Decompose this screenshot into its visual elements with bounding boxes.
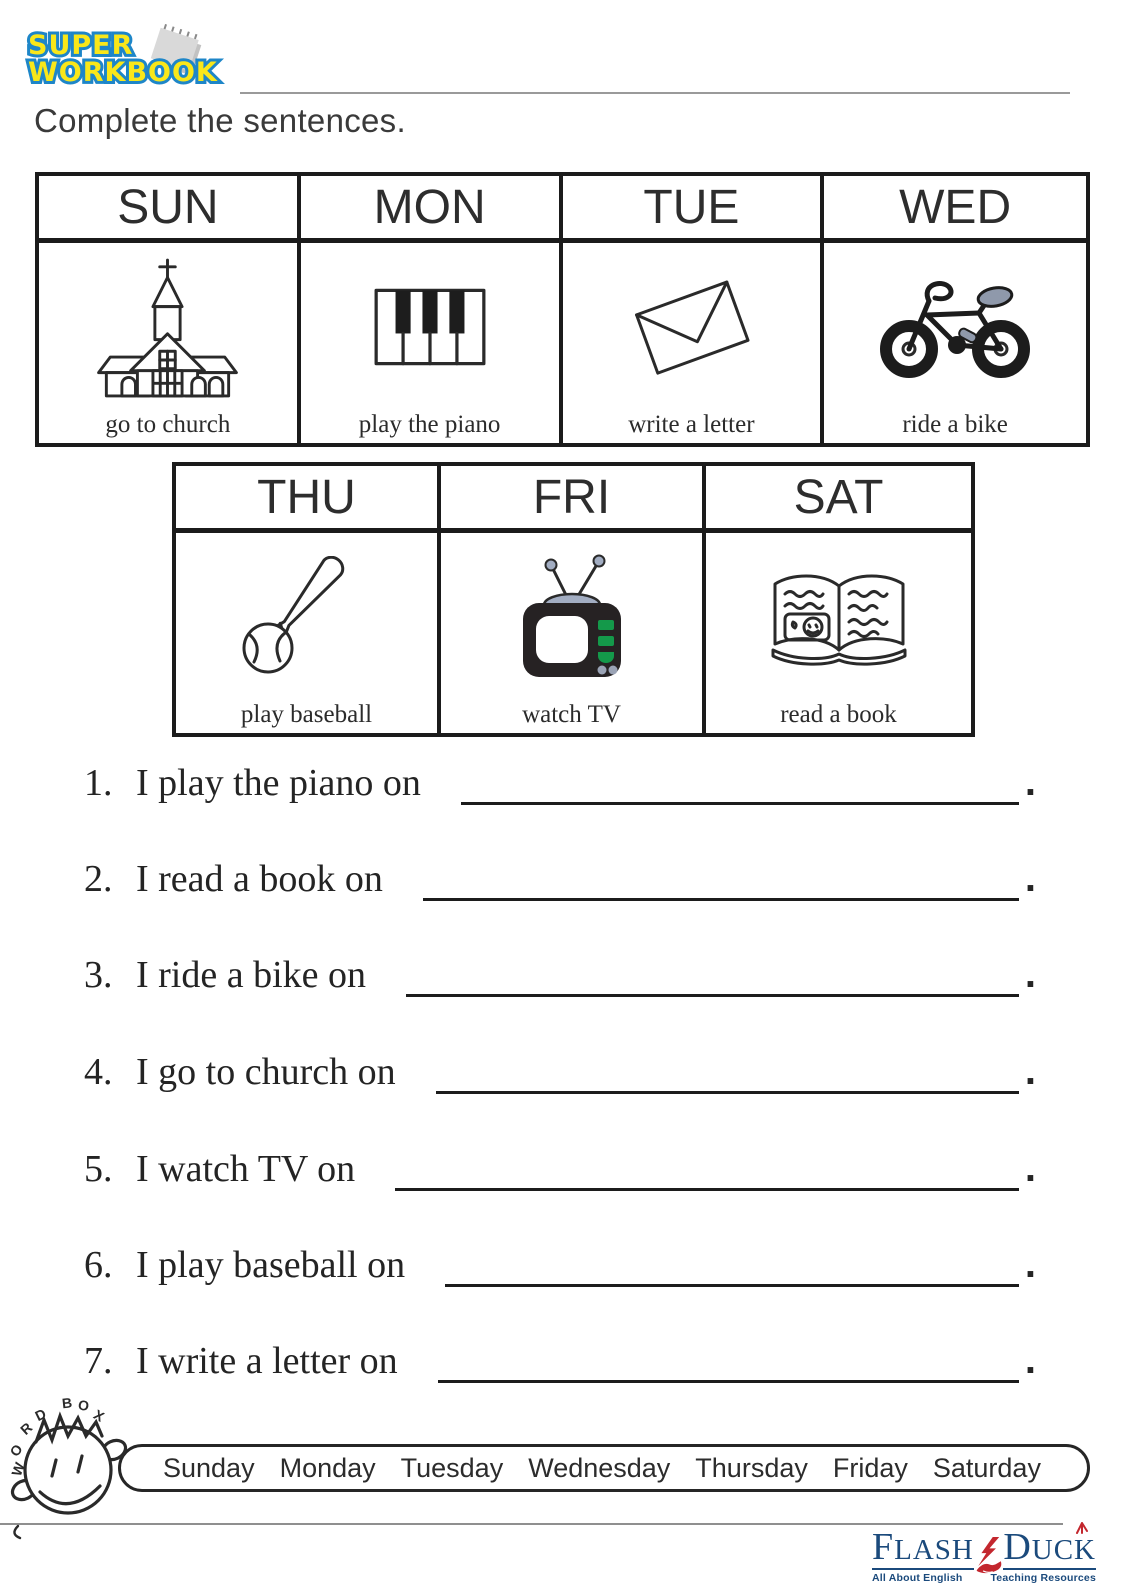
word-box-word: Sunday bbox=[163, 1452, 255, 1483]
word-box-letter: O bbox=[76, 1396, 91, 1415]
sentence-row-3 bbox=[84, 952, 1036, 997]
day-header-wed: WED bbox=[824, 176, 1086, 243]
day-header-tue: TUE bbox=[563, 176, 825, 243]
activity-cell-tue bbox=[563, 243, 825, 443]
day-header-fri: FRI bbox=[441, 466, 706, 533]
activity-caption: read a book bbox=[780, 701, 897, 728]
sentence-row-2 bbox=[84, 856, 1036, 901]
activity-cell-fri bbox=[441, 533, 706, 733]
word-box-letter: D bbox=[32, 1405, 49, 1425]
answer-blank bbox=[445, 1280, 1019, 1287]
sentence-text: I read a book on bbox=[136, 858, 383, 900]
sentence-period: . bbox=[1024, 952, 1036, 996]
brand-word-flash: FLASH bbox=[872, 1526, 974, 1568]
baseball-icon bbox=[238, 533, 376, 701]
super-workbook-logo bbox=[28, 32, 218, 86]
word-box-letter: X bbox=[91, 1406, 108, 1425]
sentence-period: . bbox=[1024, 1242, 1036, 1286]
day-header-thu: THU bbox=[176, 466, 441, 533]
logo-line-1: SUPER bbox=[28, 30, 134, 61]
sentence-number: 1. bbox=[84, 762, 113, 804]
answer-blank bbox=[461, 798, 1019, 805]
word-box-word: Friday bbox=[832, 1452, 908, 1483]
schedule-table-thu-sat bbox=[172, 462, 975, 737]
piano-icon bbox=[374, 243, 486, 411]
sentence-number: 6. bbox=[84, 1244, 113, 1286]
tagline-left: All About English bbox=[872, 1572, 963, 1584]
sentence-number: 4. bbox=[84, 1051, 113, 1093]
sentence-row-7 bbox=[84, 1338, 1036, 1383]
sentence-period: . bbox=[1024, 1338, 1036, 1382]
word-box-word: Wednesday bbox=[528, 1452, 671, 1483]
sentence-text: I play baseball on bbox=[136, 1244, 406, 1286]
brand-word-duck-text: DUCK bbox=[1003, 1526, 1096, 1568]
brand-row bbox=[872, 1528, 1096, 1570]
sentence-period: . bbox=[1024, 1146, 1036, 1190]
bicycle-icon bbox=[875, 243, 1035, 411]
word-box-word: Thursday bbox=[695, 1452, 808, 1483]
tagline-right: Teaching Resources bbox=[990, 1572, 1096, 1584]
sentence-text: I go to church on bbox=[136, 1051, 396, 1093]
activity-caption: play baseball bbox=[240, 701, 373, 728]
activity-cell-wed bbox=[824, 243, 1086, 443]
activity-cell-sat bbox=[706, 533, 971, 733]
logo-line-2: WORKBOOK bbox=[28, 57, 218, 88]
answer-blank bbox=[395, 1184, 1019, 1191]
sentence-number: 5. bbox=[84, 1148, 113, 1190]
word-box bbox=[118, 1444, 1090, 1492]
word-box-word: Saturday bbox=[932, 1452, 1041, 1483]
day-header-sun: SUN bbox=[39, 176, 301, 243]
instruction-text: Complete the sentences. bbox=[34, 102, 406, 139]
word-box-letter: O bbox=[6, 1441, 26, 1460]
word-box-letter: R bbox=[17, 1419, 36, 1438]
word-box-letter: B bbox=[61, 1394, 73, 1412]
flash-duck-logo bbox=[872, 1528, 1096, 1584]
sentence-row-6 bbox=[84, 1242, 1036, 1287]
church-icon bbox=[85, 243, 250, 411]
activity-caption: play the piano bbox=[358, 411, 501, 438]
book-icon bbox=[763, 533, 915, 701]
activity-caption: ride a bike bbox=[902, 411, 1008, 438]
sentence-text: I ride a bike on bbox=[136, 954, 367, 996]
activity-caption: watch TV bbox=[522, 701, 621, 728]
sentence-period: . bbox=[1024, 760, 1036, 804]
sentence-text: I play the piano on bbox=[136, 762, 421, 804]
sentence-number: 7. bbox=[84, 1340, 113, 1382]
day-header-mon: MON bbox=[301, 176, 563, 243]
sentence-row-1 bbox=[84, 760, 1036, 805]
sentence-period: . bbox=[1024, 1049, 1036, 1093]
answer-blank bbox=[406, 990, 1019, 997]
answer-blank bbox=[436, 1087, 1019, 1094]
envelope-icon bbox=[616, 243, 766, 411]
tv-icon bbox=[513, 533, 631, 701]
activity-caption: go to church bbox=[105, 411, 231, 438]
word-box-word: Monday bbox=[279, 1452, 376, 1483]
word-box-word: Tuesday bbox=[400, 1452, 504, 1483]
sentence-number: 2. bbox=[84, 858, 113, 900]
sentence-period: . bbox=[1024, 856, 1036, 900]
sentence-text: I write a letter on bbox=[136, 1340, 398, 1382]
answer-blank bbox=[423, 894, 1019, 901]
brand-word-duck bbox=[1003, 1528, 1096, 1570]
word-box-letter: W bbox=[8, 1460, 28, 1479]
activity-cell-sun bbox=[39, 243, 301, 443]
activity-cell-mon bbox=[301, 243, 563, 443]
sentence-row-4 bbox=[84, 1049, 1036, 1094]
word-box-face-icon bbox=[4, 1376, 174, 1561]
duck-mark-icon bbox=[1074, 1520, 1090, 1536]
sentence-text: I watch TV on bbox=[136, 1148, 356, 1190]
sentence-row-5 bbox=[84, 1146, 1036, 1191]
schedule-table-sun-wed bbox=[35, 172, 1090, 447]
sentence-number: 3. bbox=[84, 954, 113, 996]
activity-caption: write a letter bbox=[628, 411, 755, 438]
activity-cell-thu bbox=[176, 533, 441, 733]
name-line bbox=[240, 92, 1070, 94]
day-header-sat: SAT bbox=[706, 466, 971, 533]
answer-blank bbox=[438, 1376, 1019, 1383]
